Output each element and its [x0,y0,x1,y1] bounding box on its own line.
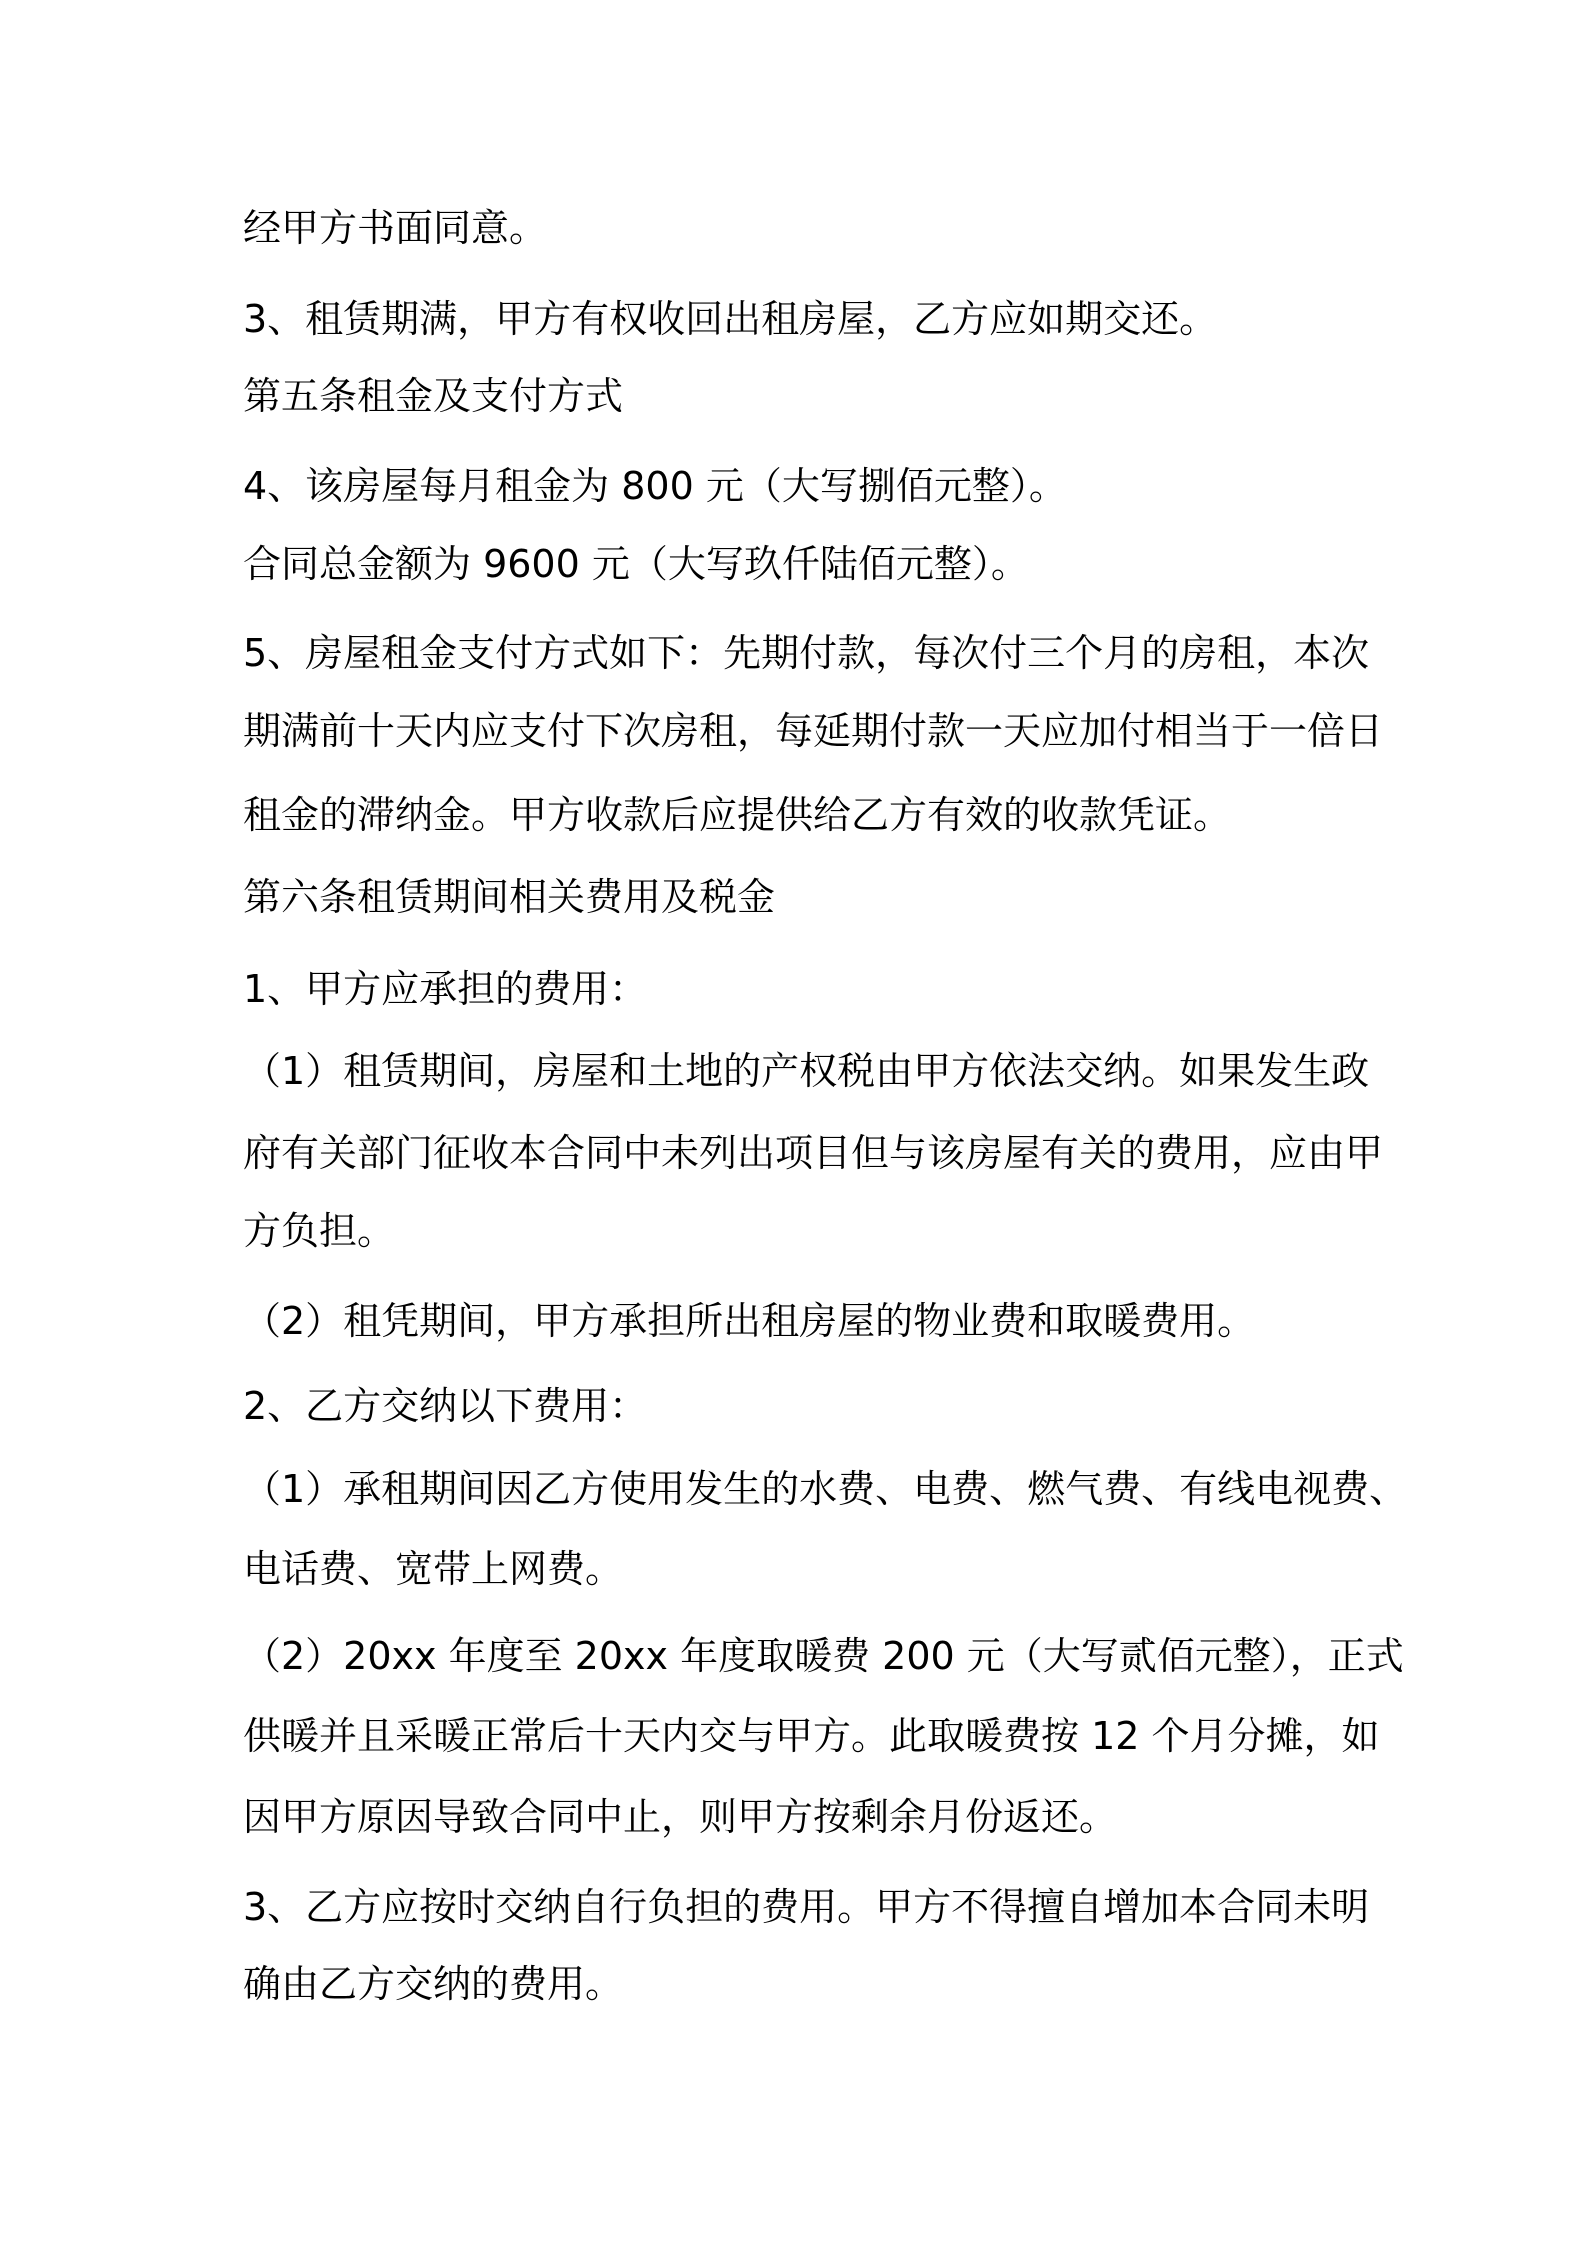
text-line: 因甲方原因导致合同中止，则甲方按剩余月份返还。 [243,1795,1118,1839]
text-line: 确由乙方交纳的费用。 [243,1962,624,2006]
section-heading: 第五条租金及支付方式 [243,374,624,418]
clause-line: 2、乙方交纳以下费用： [243,1384,648,1428]
clause-line: 5、房屋租金支付方式如下：先期付款，每次付三个月的房租，本次 [243,631,1370,675]
text-line: 租金的滞纳金。甲方收款后应提供给乙方有效的收款凭证。 [243,793,1232,837]
clause-line: 4、该房屋每月租金为 800 元（大写捌佰元整）。 [243,464,1067,508]
clause-line: 1、甲方应承担的费用： [243,967,648,1011]
clause-line: 3、乙方应按时交纳自行负担的费用。甲方不得擅自增加本合同未明 [243,1885,1370,1929]
subclause-line: （2）租凭期间，甲方承担所出租房屋的物业费和取暖费用。 [243,1299,1256,1343]
text-line: 方负担。 [243,1209,396,1253]
subclause-line: （1）承租期间因乙方使用发生的水费、电费、燃气费、有线电视费、 [243,1467,1408,1511]
text-line: 供暖并且采暖正常后十天内交与甲方。此取暖费按 12 个月分摊，如 [243,1714,1380,1758]
text-line: 府有关部门征收本合同中未列出项目但与该房屋有关的费用，应由甲 [243,1131,1384,1175]
text-line: 经甲方书面同意。 [243,206,548,250]
text-line: 合同总金额为 9600 元（大写玖仟陆佰元整）。 [243,542,1029,586]
text-line: 电话费、宽带上网费。 [243,1547,624,1591]
text-line: 期满前十天内应支付下次房租，每延期付款一天应加付相当于一倍日 [243,709,1384,753]
section-heading: 第六条租赁期间相关费用及税金 [243,875,776,919]
clause-line: 3、租赁期满，甲方有权收回出租房屋，乙方应如期交还。 [243,297,1218,341]
subclause-line: （2）20xx 年度至 20xx 年度取暖费 200 元（大写贰佰元整），正式 [243,1634,1404,1678]
subclause-line: （1）租赁期间，房屋和土地的产权税由甲方依法交纳。如果发生政 [243,1049,1370,1093]
